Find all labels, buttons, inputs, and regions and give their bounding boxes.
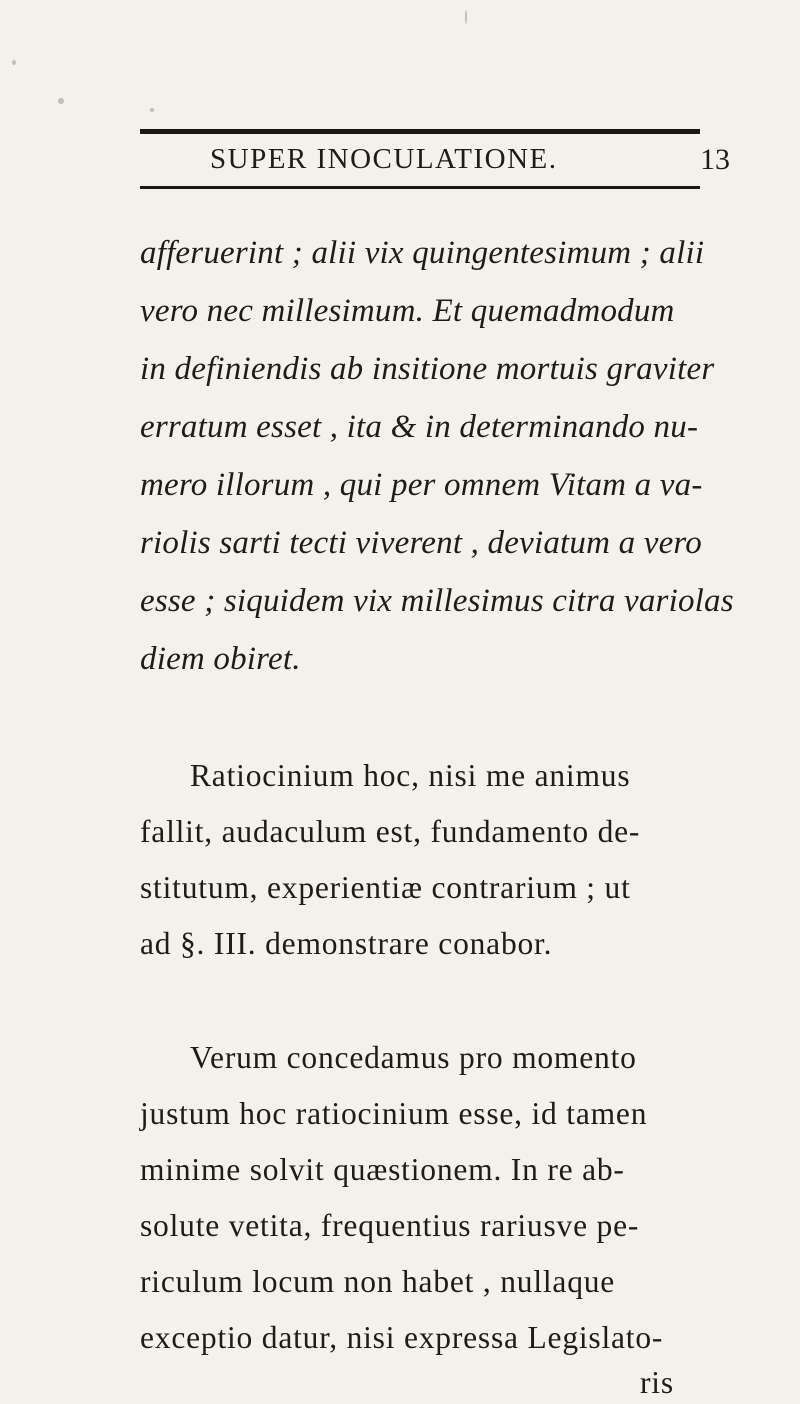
text-line: esse ; siquidem vix millesimus citra variolas <box>140 583 734 619</box>
text-line: erratum esset , ita & in determinando nu- <box>140 409 699 445</box>
header-rule-top <box>140 129 700 134</box>
text-line: afferuerint ; alii vix quingentesimum ; alii <box>140 235 705 271</box>
text-line: Verum concedamus pro momento <box>190 1040 637 1075</box>
text-line: ad §. III. demonstrare conabor. <box>140 926 553 961</box>
text-line: riculum locum non habet , nullaque <box>140 1264 616 1299</box>
text-line: stitutum, experientiæ contrarium ; ut <box>140 870 631 905</box>
text-line: solute vetita, frequentius rariusve pe- <box>140 1208 640 1243</box>
running-head <box>210 143 740 183</box>
text-line: riolis sarti tecti viverent , deviatum a vero <box>140 525 702 561</box>
running-title: SUPER INOCULATIONE. <box>210 143 558 175</box>
text-line: exceptio datur, nisi expressa Legislato- <box>140 1320 664 1355</box>
text-line: Ratiocinium hoc, nisi me animus <box>190 758 631 793</box>
text-line: diem obiret. <box>140 641 301 677</box>
text-line: justum hoc ratiocinium esse, id tamen <box>140 1096 648 1131</box>
paper-speck <box>58 98 64 104</box>
paper-speck <box>150 108 154 112</box>
paper-speck <box>465 10 467 24</box>
paper-speck <box>12 60 16 65</box>
text-line: in definiendis ab insitione mortuis graviter <box>140 351 715 387</box>
page-number: 13 <box>700 143 730 176</box>
text-line: minime solvit quæstionem. In re ab- <box>140 1152 625 1187</box>
text-line: fallit, audaculum est, fundamento de- <box>140 814 641 849</box>
header-rule-bottom <box>140 186 700 189</box>
text-line: vero nec millesimum. Et quemadmodum <box>140 293 675 329</box>
catchword: ris <box>640 1365 674 1400</box>
text-line: mero illorum , qui per omnem Vitam a va- <box>140 467 703 503</box>
